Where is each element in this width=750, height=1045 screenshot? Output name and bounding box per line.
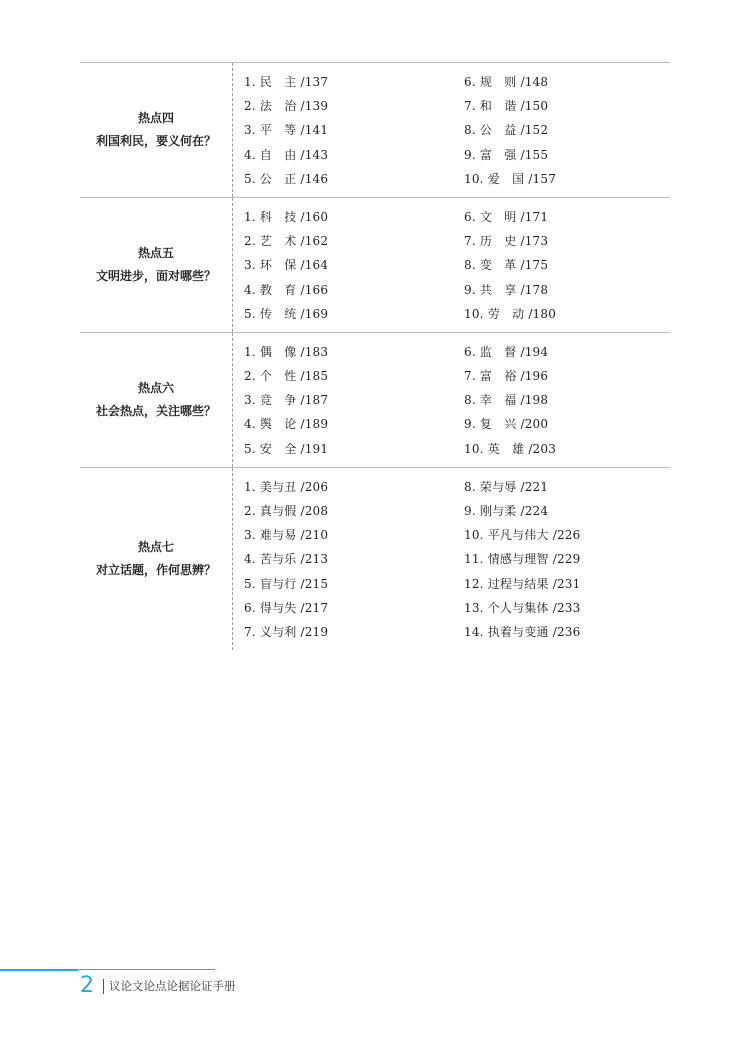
toc-entry[interactable]: 10. 爱 国 /157 bbox=[464, 171, 557, 186]
section-hotspot-6 bbox=[80, 332, 670, 467]
entry-column-right bbox=[464, 70, 670, 191]
toc-entry[interactable]: 4. 自 由 /143 bbox=[244, 147, 329, 162]
toc-entry[interactable]: 10. 劳 动 /180 bbox=[464, 306, 557, 321]
toc-entry[interactable]: 1. 科 技 /160 bbox=[244, 209, 329, 224]
entry-column-left bbox=[233, 475, 464, 644]
toc-entry[interactable]: 2. 个 性 /185 bbox=[244, 369, 329, 384]
section-heading bbox=[80, 63, 232, 197]
book-title: 议论文论点论据论证手册 bbox=[109, 979, 236, 993]
table-of-contents bbox=[80, 62, 670, 650]
toc-entry[interactable]: 5. 盲与行 /215 bbox=[244, 576, 329, 591]
entry-column-left bbox=[233, 70, 464, 191]
section-heading bbox=[80, 468, 232, 650]
toc-entry[interactable]: 1. 偶 像 /183 bbox=[244, 344, 329, 359]
entry-column-right bbox=[464, 205, 670, 326]
toc-entry[interactable]: 8. 公 益 /152 bbox=[464, 123, 549, 138]
toc-entry[interactable]: 4. 教 育 /166 bbox=[244, 282, 329, 297]
toc-entry[interactable]: 4. 苦与乐 /213 bbox=[244, 552, 329, 567]
section-number: 热点四 bbox=[137, 110, 174, 125]
toc-entry[interactable]: 5. 安 全 /191 bbox=[244, 441, 329, 456]
toc-entry[interactable]: 3. 平 等 /141 bbox=[244, 123, 329, 138]
toc-entry[interactable]: 6. 得与失 /217 bbox=[244, 600, 329, 615]
toc-entry[interactable]: 14. 执着与变通 /236 bbox=[464, 624, 581, 639]
toc-entry[interactable]: 2. 法 治 /139 bbox=[244, 99, 329, 114]
toc-entry[interactable]: 3. 环 保 /164 bbox=[244, 258, 329, 273]
toc-entry[interactable]: 9. 复 兴 /200 bbox=[464, 417, 549, 432]
toc-entry[interactable]: 3. 竞 争 /187 bbox=[244, 393, 329, 408]
toc-entry[interactable]: 11. 情感与理智 /229 bbox=[464, 552, 581, 567]
footer-accent-bar bbox=[0, 969, 78, 971]
section-hotspot-5 bbox=[80, 197, 670, 332]
section-question: 社会热点，关注哪些？ bbox=[95, 403, 216, 418]
toc-entry[interactable]: 8. 变 革 /175 bbox=[464, 258, 549, 273]
toc-entry[interactable]: 8. 幸 福 /198 bbox=[464, 393, 549, 408]
toc-entry[interactable]: 10. 平凡与伟大 /226 bbox=[464, 528, 581, 543]
toc-entry[interactable]: 7. 富 裕 /196 bbox=[464, 369, 549, 384]
entry-column-right bbox=[464, 475, 670, 644]
toc-entry[interactable]: 10. 英 雄 /203 bbox=[464, 441, 557, 456]
toc-entry[interactable]: 9. 刚与柔 /224 bbox=[464, 504, 549, 518]
toc-entry[interactable]: 6. 监 督 /194 bbox=[464, 344, 549, 359]
toc-entry[interactable]: 7. 义与利 /219 bbox=[244, 624, 329, 639]
section-hotspot-4 bbox=[80, 62, 670, 197]
section-heading bbox=[80, 333, 232, 467]
toc-entry[interactable]: 5. 公 正 /146 bbox=[244, 171, 329, 186]
section-question: 对立话题，作何思辨？ bbox=[95, 562, 216, 577]
toc-entry[interactable]: 2. 真与假 /208 bbox=[244, 504, 329, 518]
toc-entry[interactable]: 13. 个人与集体 /233 bbox=[464, 600, 581, 615]
section-hotspot-7 bbox=[80, 467, 670, 650]
toc-entry[interactable]: 3. 难与易 /210 bbox=[244, 528, 329, 543]
entry-column-right bbox=[464, 340, 670, 461]
section-number: 热点七 bbox=[137, 539, 174, 554]
toc-entry[interactable]: 5. 传 统 /169 bbox=[244, 306, 329, 321]
section-number: 热点六 bbox=[137, 380, 174, 395]
toc-entry[interactable]: 1. 民 主 /137 bbox=[244, 75, 329, 89]
toc-entry[interactable]: 6. 文 明 /171 bbox=[464, 209, 549, 224]
toc-entry[interactable]: 4. 舆 论 /189 bbox=[244, 417, 329, 432]
toc-entry[interactable]: 9. 共 享 /178 bbox=[464, 282, 549, 297]
toc-entry[interactable]: 1. 美与丑 /206 bbox=[244, 479, 329, 494]
toc-entry[interactable]: 7. 历 史 /173 bbox=[464, 234, 549, 249]
toc-entry[interactable]: 7. 和 谐 /150 bbox=[464, 99, 549, 114]
toc-entry[interactable]: 6. 规 则 /148 bbox=[464, 75, 549, 89]
section-question: 文明进步，面对哪些？ bbox=[95, 268, 216, 283]
toc-entry[interactable]: 9. 富 强 /155 bbox=[464, 147, 549, 162]
page-number: 2 bbox=[80, 973, 94, 998]
section-heading bbox=[80, 198, 232, 332]
footer-separator bbox=[103, 979, 104, 994]
toc-entry[interactable]: 2. 艺 术 /162 bbox=[244, 234, 329, 249]
toc-entry[interactable]: 12. 过程与结果 /231 bbox=[464, 576, 581, 591]
entry-column-left bbox=[233, 205, 464, 326]
section-question: 利国利民，要义何在？ bbox=[95, 133, 216, 148]
toc-entry[interactable]: 8. 荣与辱 /221 bbox=[464, 479, 549, 494]
entry-column-left bbox=[233, 340, 464, 461]
section-number: 热点五 bbox=[137, 245, 174, 260]
